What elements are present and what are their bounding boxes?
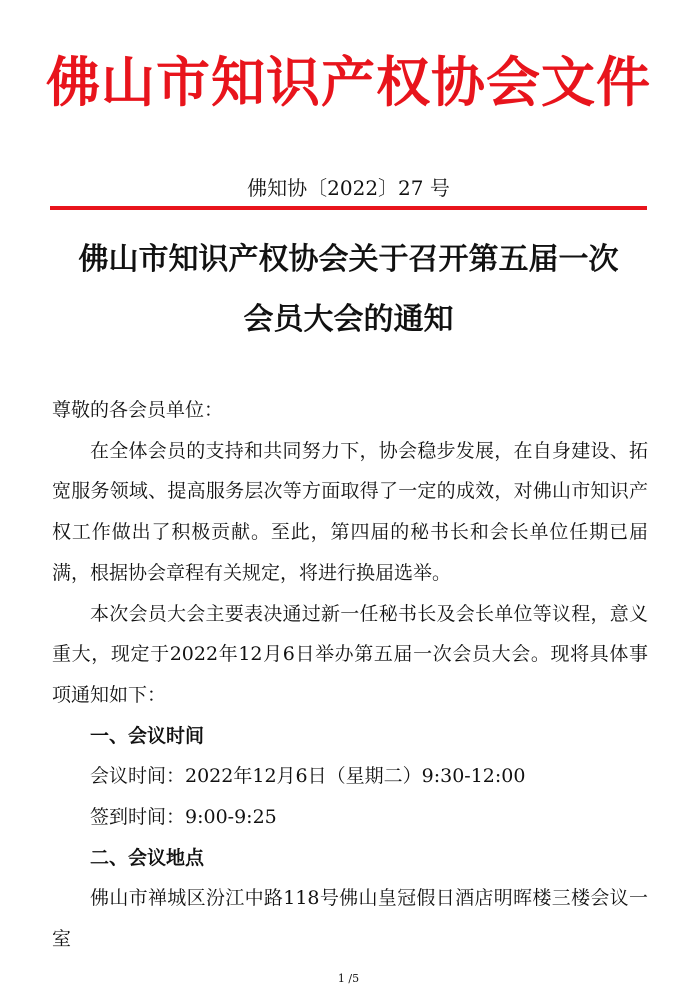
org-header-title: 佛山市知识产权协会文件: [46, 50, 651, 114]
paragraph-intro: 在全体会员的支持和共同努力下，协会稳步发展，在自身建设、拓宽服务领域、提高服务层次等方面取得了一定的成效，对佛山市知识产权工作做出了积极贡献。至此，第四届的秘书长和会长单位任期已届满，根据协会章程有关规定，将进行换届选举。: [52, 439, 648, 584]
meeting-time: 会议时间：2022年12月6日（星期二）9:30-12:00: [90, 765, 526, 788]
section-heading-venue: 二、会议地点: [90, 846, 205, 869]
venue-address: 佛山市禅城区汾江中路118号佛山皇冠假日酒店明晖楼三楼会议一室: [52, 887, 648, 951]
document-number: 佛知协〔2022〕27 号: [247, 176, 450, 200]
notice-title-line-1: 佛山市知识产权协会关于召开第五届一次: [78, 242, 619, 277]
page-indicator: 1 /5: [337, 972, 360, 985]
section-heading-time: 一、会议时间: [90, 724, 205, 747]
signin-time: 签到时间：9:00-9:25: [90, 806, 277, 829]
header-divider: [50, 206, 647, 210]
salutation: 尊敬的各会员单位：: [52, 399, 224, 421]
notice-title-line-2: 会员大会的通知: [243, 302, 454, 337]
paragraph-purpose: 本次会员大会主要表决通过新一任秘书长及会长单位等议程，意义重大，现定于2022年12月6日举办第五届一次会员大会。现将具体事项通知如下：: [52, 602, 648, 706]
notice-body: [52, 390, 648, 960]
